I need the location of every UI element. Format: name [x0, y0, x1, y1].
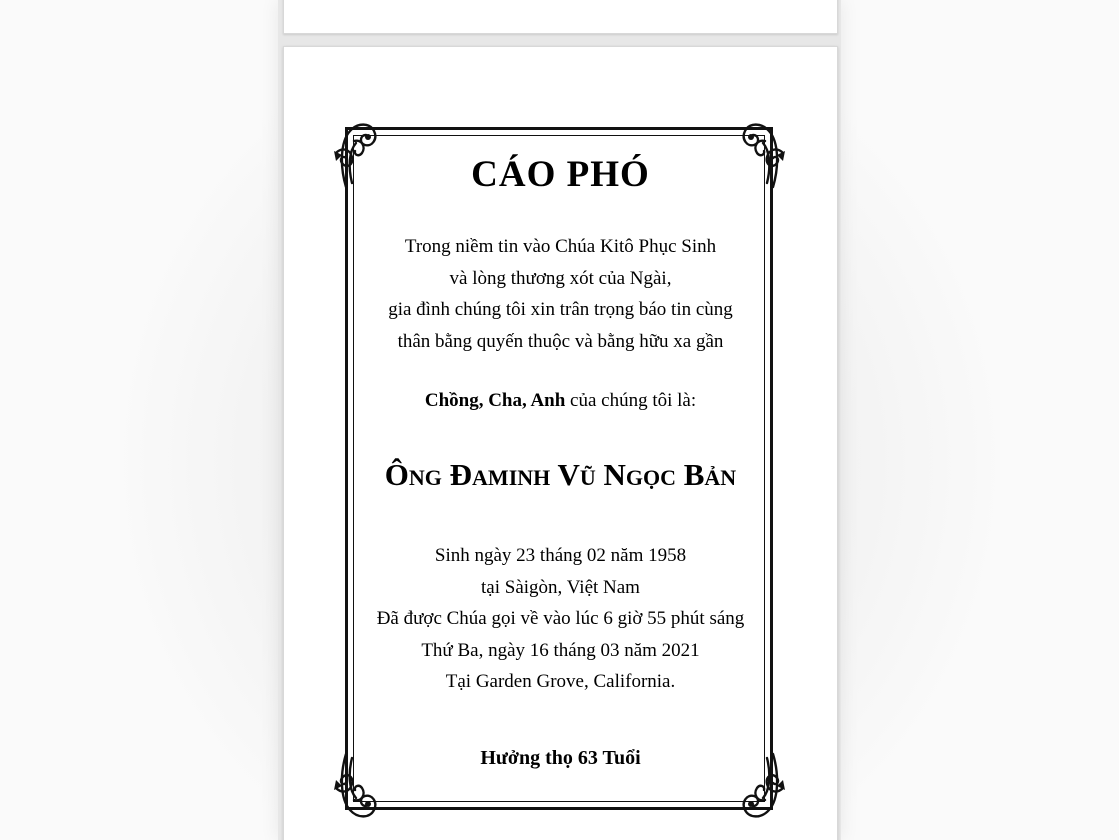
previous-page	[283, 0, 838, 34]
relation-rest: của chúng tôi là:	[565, 390, 697, 411]
intro-line: Trong niềm tin vào Chúa Kitô Phục Sinh	[404, 236, 717, 257]
age-line: Hưởng thọ 63 Tuổi	[480, 747, 641, 769]
relation-bold: Chồng, Cha, Anh	[424, 390, 566, 411]
intro-paragraph	[284, 231, 837, 357]
detail-line: Thứ Ba, ngày 16 tháng 03 năm 2021	[421, 639, 700, 661]
document-viewer[interactable]	[278, 0, 841, 840]
intro-line: thân bằng quyến thuộc và bằng hữu xa gần	[397, 330, 724, 352]
details-paragraph	[284, 540, 837, 698]
notice-title: CÁO PHÓ	[471, 154, 650, 195]
detail-line: tại Sàigòn, Việt Nam	[481, 576, 640, 598]
detail-line: Tại Garden Grove, California.	[445, 671, 676, 692]
detail-line: Đã được Chúa gọi về vào lúc 6 giờ 55 phút sáng	[376, 608, 745, 629]
document-page	[283, 46, 838, 840]
intro-line: và lòng thương xót của Ngài,	[449, 267, 672, 289]
detail-line: Sinh ngày 23 tháng 02 năm 1958	[434, 545, 687, 566]
relation-line	[284, 390, 837, 412]
deceased-name: Ông Đaminh Vũ Ngọc Bản	[384, 457, 737, 492]
intro-line: gia đình chúng tôi xin trân trọng báo tin cùng	[388, 299, 733, 320]
